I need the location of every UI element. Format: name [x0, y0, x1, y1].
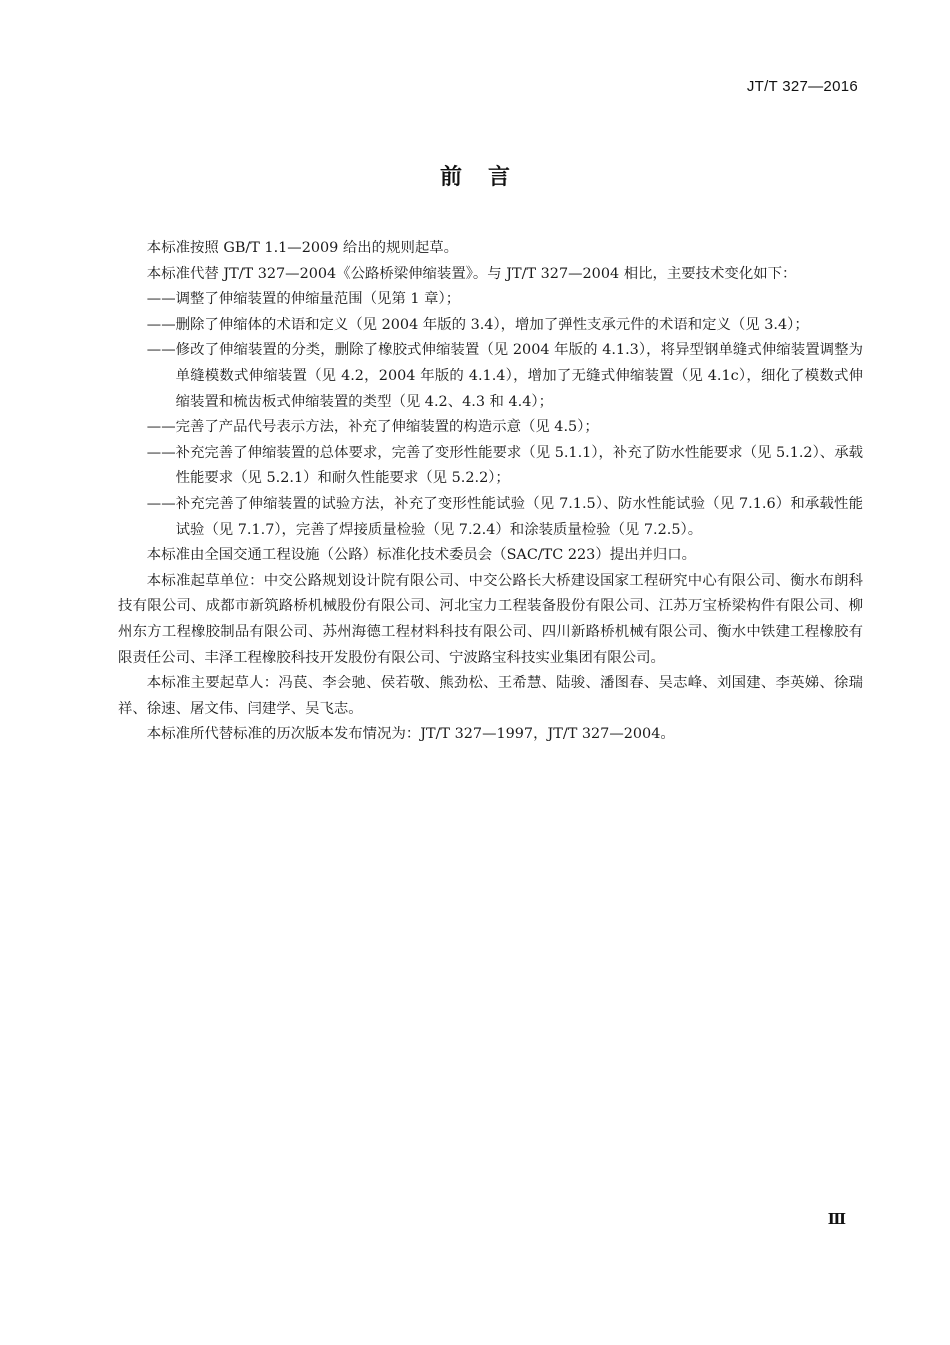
change-item: ——完善了产品代号表示方法，补充了伸缩装置的构造示意（见 4.5）；	[146, 419, 599, 436]
change-item: ——修改了伸缩装置的分类，删除了橡胶式伸缩装置（见 2004 年版的 4.1.3），将异型钢单缝式伸缩装置调整为单缝模数式伸缩装置（见 4.2，2004 年版的 4.1.4），增加了无缝式伸缩装置（见 4.1c），细化了模数式伸缩装置和梳齿板式伸缩装置的类型（见 4.2、4.3 和 4.4）；	[146, 342, 863, 410]
document-body	[118, 236, 863, 748]
paragraph-drafting-rules: 本标准按照 GB/T 1.1—2009 给出的规则起草。	[146, 240, 459, 256]
header-code: JT/T 327—2016	[746, 78, 858, 95]
paragraph-history: 本标准所代替标准的历次版本发布情况为：JT/T 327—1997，JT/T 327—2004。	[146, 726, 675, 743]
paragraph-drafting-units: 本标准起草单位：中交公路规划设计院有限公司、中交公路长大桥建设国家工程研究中心有限公司、衡水布朗科技有限公司、成都市新筑路桥机械股份有限公司、河北宝力工程装备股份有限公司、江苏万宝桥梁构件有限公司、柳州东方工程橡胶制品有限公司、苏州海德工程材料科技有限公司、四川新路桥机械有限公司、衡水中铁建工程橡胶有限责任公司、丰泽工程橡胶科技开发股份有限公司、宁波路宝科技实业集团有限公司。	[118, 572, 863, 666]
paragraph-proposer: 本标准由全国交通工程设施（公路）标准化技术委员会（SAC/TC 223）提出并归口。	[146, 547, 697, 564]
page-title: 前言	[439, 165, 536, 190]
change-item: ——补充完善了伸缩装置的总体要求，完善了变形性能要求（见 5.1.1），补充了防水性能要求（见 5.1.2）、承载性能要求（见 5.2.1）和耐久性能要求（见 5.2.2）；	[146, 444, 863, 487]
paragraph-replacement: 本标准代替 JT/T 327—2004《公路桥梁伸缩装置》。与 JT/T 327—2004 相比，主要技术变化如下：	[146, 265, 797, 282]
change-item: ——调整了伸缩装置的伸缩量范围（见第 1 章）；	[146, 291, 461, 308]
paragraph-drafters: 本标准主要起草人：冯苠、李会驰、侯若敬、熊劲松、王希慧、陆骏、潘图春、吴志峰、刘国建、李英娣、徐瑞祥、徐速、屠文伟、闫建学、吴飞志。	[118, 675, 863, 717]
page-number: Ⅲ	[827, 1210, 846, 1228]
change-item: ——补充完善了伸缩装置的试验方法，补充了变形性能试验（见 7.1.5）、防水性能试验（见 7.1.6）和承载性能试验（见 7.1.7），完善了焊接质量检验（见 7.2.4）和涂装质量检验（见 7.2.5）。	[146, 495, 863, 538]
change-item: ——删除了伸缩体的术语和定义（见 2004 年版的 3.4），增加了弹性支承元件的术语和定义（见 3.4）；	[146, 316, 809, 333]
